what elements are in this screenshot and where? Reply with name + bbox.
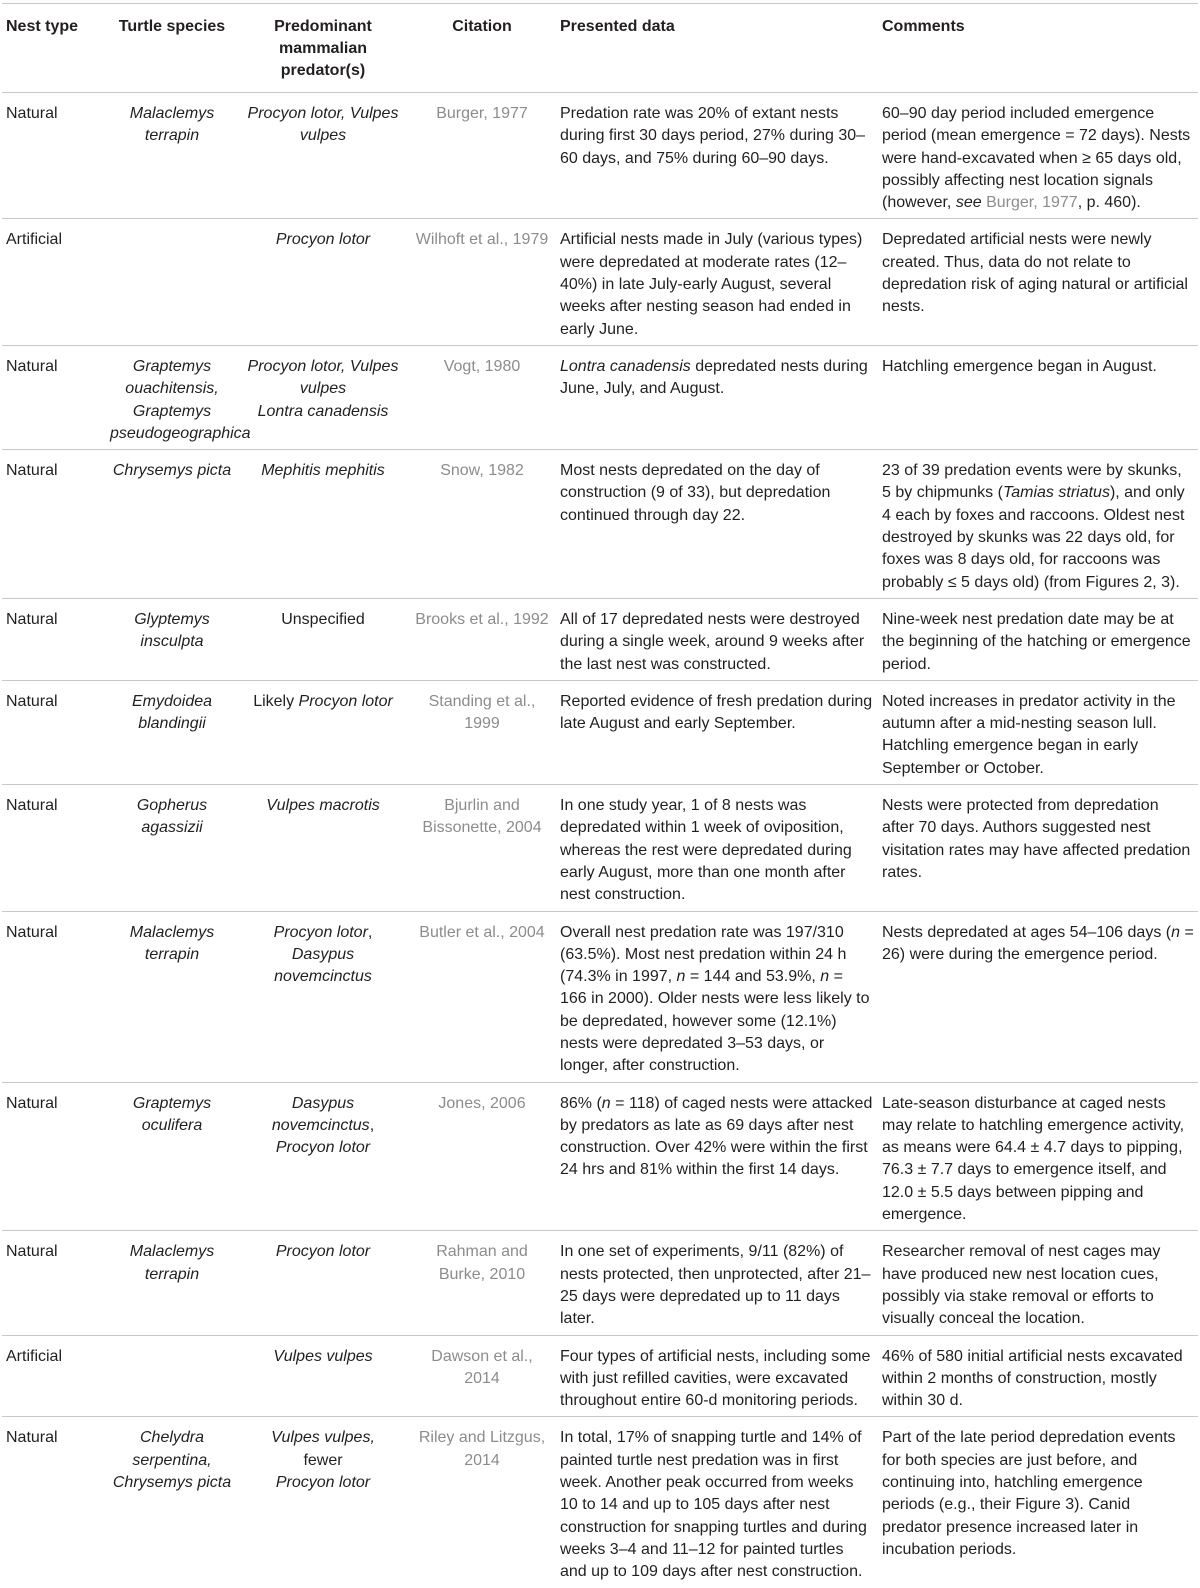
species-cell [106,219,238,345]
nest-type-cell: Natural [6,797,58,815]
citation-cell: Burger, 1977 [436,105,528,122]
comments-cell: 46% of 580 initial artificial nests excavated within 2 months of construction, mostly within 30 d. [882,1347,1183,1410]
comments-cell: 60–90 day period included emergence period (mean emergence = 72 days). Nests were hand-excavated when ≥ 65 days old, possibly affecting nest location signals (however, see Burger, 1977, p. 460). [882,105,1191,212]
predator-cell: Dasypus novemcinctus, Procyon lotor [271,1094,375,1157]
species-cell: Chelydra serpentina, Chrysemys picta [112,1429,232,1492]
comments-cell: Noted increases in predator activity in the autumn after a mid-nesting season lull. Hatchling emergence began in early September or October. [882,692,1176,777]
table-row [2,93,1198,219]
data-cell: Most nests depredated on the day of construction (9 of 33), but depredation continued through day 22. [560,462,831,524]
citation-cell: Standing et al., 1999 [428,692,536,733]
nest-type-cell: Natural [6,1429,58,1447]
predator-cell: Likely Procyon lotor [253,692,393,710]
citation-cell: Riley and Litzgus, 2014 [418,1429,546,1469]
species-cell: Chrysemys picta [112,462,232,480]
header-citation: Citation [452,18,512,35]
species-cell: Glyptemys insculpta [134,610,210,651]
table-row [2,1082,1198,1231]
nest-type-cell: Natural [6,610,58,628]
comments-cell: Researcher removal of nest cages may have produced new nest location cues, possibly via stake removal or efforts to visually conceal the location. [882,1243,1161,1328]
header-row [2,4,1198,93]
predator-cell: Vulpes vulpes [273,1347,373,1365]
header-nest-type: Nest type [6,18,79,35]
predator-cell: Procyon lotor, Vulpes vulpes [247,105,399,145]
header-turtle-species: Turtle species [118,18,226,35]
header-comments: Comments [882,18,965,35]
species-cell: Malaclemys terrapin [129,105,215,145]
citation-cell: Snow, 1982 [440,462,524,480]
comments-cell: Part of the late period depredation events for both species are just before, and continuing into, hatchling emergence periods (e.g., their Figure 3). Canid predator presence increased later in incubation periods. [882,1429,1176,1558]
table-row [2,1417,1198,1588]
comments-cell: Nests depredated at ages 54–106 days (n = 26) were during the emergence period. [882,923,1194,963]
data-cell: All of 17 depredated nests were destroyed during a single week, around 9 weeks after the last nest was constructed. [560,610,865,673]
comments-cell: Late-season disturbance at caged nests may relate to hatchling emergence activity, as means were 64.4 ± 4.7 days to pipping, 76.3 ± 7.7 days to emergence itself, and 12.0 ± 5.5 days between pipping and emergence. [882,1094,1185,1224]
table-row [2,345,1198,449]
data-cell: Lontra canadensis depredated nests during June, July, and August. [560,357,868,398]
citation-cell: Rahman and Burke, 2010 [436,1243,528,1283]
nest-type-cell: Natural [6,1094,58,1112]
nest-type-cell: Natural [6,105,58,122]
species-cell: Malaclemys terrapin [129,923,215,963]
nest-type-cell: Natural [6,923,58,941]
nest-type-cell: Artificial [6,1347,63,1365]
predator-cell: Vulpes vulpes, fewer Procyon lotor [271,1429,375,1492]
species-cell: Gopherus agassizii [136,797,208,837]
citation-cell: Dawson et al., 2014 [431,1347,533,1387]
species-cell: Emydoidea blandingii [131,692,213,733]
predator-cell: Procyon lotor [275,1243,371,1261]
comments-cell: Nine-week nest predation date may be at the beginning of the hatching or emergence period. [882,610,1191,673]
table-row [2,785,1198,911]
table-row [2,598,1198,680]
species-cell: Graptemys oculifera [132,1094,212,1134]
data-cell: Reported evidence of fresh predation during late August and early September. [560,692,873,733]
citation-cell: Brooks et al., 1992 [415,610,549,628]
nest-type-cell: Natural [6,1243,58,1261]
nest-type-cell: Natural [6,462,58,480]
data-cell: Artificial nests made in July (various types) were depredated at moderate rates (12–40%) in late July-early August, several weeks after nesting season had ended in early June. [560,231,863,338]
table-row [2,450,1198,599]
table-row [2,219,1198,345]
species-cell: Malaclemys terrapin [129,1243,215,1283]
predation-table [2,3,1198,1588]
species-cell [106,1335,238,1417]
table-row [2,680,1198,784]
data-cell: In one set of experiments, 9/11 (82%) of nests protected, then unprotected, after 21–25 days were depredated up to 11 days later. [560,1243,871,1328]
table-row [2,1335,1198,1417]
citation-cell: Vogt, 1980 [443,357,521,375]
data-cell: Four types of artificial nests, including some with just refilled cavities, were excavated throughout entire 60-d monitoring periods. [560,1347,871,1410]
predator-cell: Mephitis mephitis [261,462,385,480]
data-cell: Predation rate was 20% of extant nests during first 30 days period, 27% during 30–60 days, and 75% during 60–90 days. [560,105,866,167]
nest-type-cell: Natural [6,357,58,375]
nest-type-cell: Artificial [6,231,63,249]
citation-link[interactable]: Burger, 1977 [986,194,1078,212]
predator-cell: Vulpes macrotis [266,797,380,815]
citation-cell: Bjurlin and Bissonette, 2004 [422,797,542,837]
table-row [2,911,1198,1082]
predator-cell: Procyon lotor, Vulpes vulpes Lontra canadensis [247,357,399,420]
data-cell: In one study year, 1 of 8 nests was depredated within 1 week of oviposition, whereas the rest were depredated during early August, more than one month after nest construction. [560,797,852,904]
table-row [2,1231,1198,1335]
data-cell: 86% (n = 118) of caged nests were attacked by predators as late as 69 days after nest construction. Over 42% were within the first 24 hrs and 81% within the first 14 days. [560,1094,873,1179]
citation-cell: Butler et al., 2004 [419,923,545,941]
citation-cell: Jones, 2006 [438,1094,526,1112]
nest-type-cell: Natural [6,692,58,710]
species-cell: Graptemys ouachitensis, Graptemys pseudogeographica [110,357,251,442]
predator-cell: Procyon lotor, Dasypus novemcinctus [273,923,373,986]
citation-cell: Wilhoft et al., 1979 [415,231,549,249]
comments-cell: Nests were protected from depredation after 70 days. Authors suggested nest visitation rates may have affected predation rates. [882,797,1191,881]
data-cell: In total, 17% of snapping turtle and 14% of painted turtle nest predation was in first week. Another peak occurred from weeks 10 to 14 and up to 105 days after nest construction for snapping turtles and during weeks 3–4 and 11–12 for painted turtles and up to 109 days after nest construction. [560,1429,867,1581]
comments-cell: Depredated artificial nests were newly created. Thus, data do not relate to depredation risk of aging natural or artificial nests. [882,231,1188,316]
comments-cell: Hatchling emergence began in August. [882,357,1157,375]
header-presented-data: Presented data [560,18,675,35]
comments-cell: 23 of 39 predation events were by skunks, 5 by chipmunks (Tamias striatus), and only 4 each by foxes and raccoons. Oldest nest destroyed by skunks was 22 days old, for foxes was 8 days old, for raccoons was probably ≤ 5 days old) (from Figures 2, 3). [882,462,1185,591]
header-predator: Predominant mammalian predator(s) [274,18,372,79]
data-cell: Overall nest predation rate was 197/310 (63.5%). Most nest predation within 24 h (74.3% in 1997, n = 144 and 53.9%, n = 166 in 2000). Older nests were less likely to be depredated, however some (12.1%) nests were depredated 3–53 days, or longer, after construction. [560,923,870,1075]
predator-cell: Unspecified [281,610,365,628]
predator-cell: Procyon lotor [275,231,371,249]
